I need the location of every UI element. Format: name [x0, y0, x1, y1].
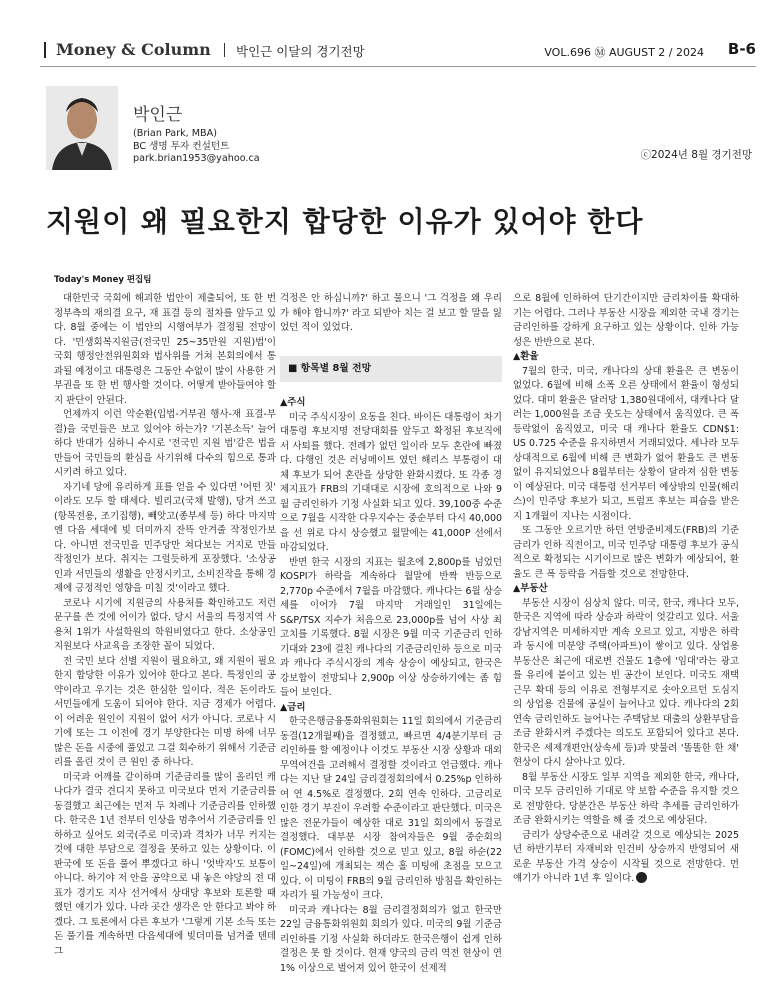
section-box-heading: ■ 항목별 8월 전망: [280, 356, 502, 383]
header-bar: [44, 42, 46, 58]
paragraph: 걱정은 안 하십니까?' 하고 물으니 '그 걱정을 왜 우리가 해야 합니까?' 라고 되받아 치는 걸 보고 할 말을 잃었던 적이 있었다.: [280, 293, 502, 333]
author-title: BC 생명 투자 컨설턴트: [133, 140, 230, 152]
subheading-stock: ▲주식: [280, 397, 306, 408]
article-column-1: [54, 292, 276, 992]
subheading-rate: ▲금리: [280, 701, 306, 713]
paragraph: 반면 한국 시장의 지표는 월초에 2,800p를 넘었던 KOSPI가 하락을 계속하다 월말에 반짝 반등으로 2,770p 수준에서 7월을 마감했다. 캐나다는 6월 상승세를 이어가 7월 마지막 거래일인 31일에는 S&P/TSX 지수가 처음으로 23,000p를 넘어 사상 최고치를 기록했다. 8월 시장은 9월 미국 기준금리 인하기대와 23에 걸친 캐나다의 기준금리인하 등으로 미국과 캐나다 주식시장의 계속 상승이 예상되고, 한국은 강보합이 전망되나 2,900p 이상 상승하기에는 좀 힘들어 보인다.: [280, 556, 502, 698]
end-mark-icon: [636, 872, 647, 883]
paragraph: 부동산 시장이 심상치 않다. 미국, 한국, 캐나다 모두, 한국은 지역에 따라 상승과 하락이 엇갈리고 있다. 서울 강남지역은 미세하지만 계속 오르고 있고, 지방은 하락과 동시에 미분양 주택(아파트)이 쌓이고 있다. 상업용 부동산은 최근에 대로변 건물도 1층에 '임대'라는 광고를 유리에 붙이고 있는 빈 공간이 보인다. 미국도 재택근무 확대 등의 이유로 전형부지로 솟아오르던 도심지의 상업용 건물에 공실이 늘어나고 있다. 캐나다의 2회연속 금리인하도 늘어나는 주택담보 대출의 상환부담을 조금 완화시켜 주겠다는 의도도 포함되어 있다고 본다. 한국은 세제개편안(상속세 등)과 맞물려 '똘똘한 한 채' 현상이 다시 살아나고 있다.: [513, 597, 739, 768]
paragraph: 전 국민 보다 선별 지원이 필요하고, 왜 지원이 필요한지 합당한 이유가 있어야 한다고 본다. 특정인의 공약이라고 우기는 것은 한심한 일이다. 적은 돈이라도 서민들에게 도움이 되어야 한다. 지금 경제가 어렵다. 이 어려운 원인이 지원이 없어 서가 아니다. 코로나 시기에 또는 그 이전에 경기 부양한다는 미명 하에 너무 많은 돈을 시중에 풀었고 그걸 회수하기 위해서 기준금리를 올린 것이 큰 원인 중 하나다.: [54, 655, 276, 768]
page-number: B-6: [727, 40, 756, 58]
header-rule: [40, 66, 756, 67]
author-photo: [46, 86, 118, 170]
issue-info: VOL.696 Ⓜ AUGUST 2 / 2024: [544, 46, 704, 59]
page-header: [40, 38, 756, 64]
paragraph: 대한민국 국회에 해괴한 법안이 제출되어, 또 한 번 정부측의 재의결 요구, 재 표결 등의 절차를 앞두고 있다. 8월 중에는 이 법안의 시행여부가 결정될 전망이다. '민생회복지원금(전국민 25~35만원 지원)법'이 국회 행정안전위원회와 법사위를 거쳐 본회의에서 통과될 예정이고 대통령은 그동안 수없이 많이 사용한 거부권을 또 한 번 행사할 것이다. 어떻게 받아들여야 할 지 판단이 안된다.: [54, 293, 276, 406]
paragraph: 미국과 캐나다는 8월 금리결정회의가 없고 한국만 22일 금융통화위원회 회의가 있다. 미국의 9월 기준금리인하를 기정 사실화 하더라도 한국은행이 쉽게 인하 결정은 못 할 것이다. 현재 양국의 금리 역전 현상이 연 1% 이상으로 벌어져 있어 한국이 선제적: [280, 904, 502, 974]
paragraph: 으로 8월에 인하하여 단기간이지만 금리차이를 확대하기는 어렵다. 그러나 부동산 시장을 제외한 국내 경기는 금리인하를 강하게 요구하고 있는 상황이다. 인하 가능성은 반반으로 본다.: [513, 293, 739, 348]
header-divider: [224, 43, 225, 57]
copyright: ⓒ2024년 8월 경기전망: [640, 149, 752, 161]
author-info: [133, 128, 260, 166]
paragraph: 한국은행금융통화위원회는 11일 회의에서 기준금리 동결(12개월째)을 결정했고, 빠르면 4/4분기부터 금리인하를 할 예정이나 이것도 부동산 시장 상황과 대외 무역여건을 고려해서 결정할 것이라고 언급했다. 캐나다는 지난 달 24일 금리결정회의에서 0.25%p 인하하여 연 4.5%로 결정했다. 2회 연속 인하다. 고금리로 인한 경기 부진이 우려할 수준이라고 판단했다. 미국은 많은 전문가들이 예상한 대로 31일 회의에서 동결로 결정했다. 대부분 시장 참여자들은 9월 중순회의(FOMC)에서 인하할 것으로 믿고 있고, 8월 하순(22일~24일)에 개최되는 잭슨 홀 미팅에 초점을 모으고 있다. 이 미팅이 FRB의 9월 금리인하 방침을 확인하는 자리가 될 가능성이 크다.: [280, 716, 502, 901]
paragraph-text: 금리가 상당수준으로 내려갈 것으로 예상되는 2025년 하반기부터 자재비와 인건비 상승까지 반영되어 새로운 부동산 가격 상승이 시작될 것으로 전망한다. 먼 얘기가 아니라 1년 후 일이다.: [513, 829, 739, 884]
paragraph-last: [513, 829, 739, 887]
article-column-2: [280, 292, 502, 992]
paragraph: 언제까지 이런 악순환(입법-거부권 행사-재 표결-부결)을 국민들은 보고 있어야 하는가? '기본소득' 늘어하다 반대가 심하니 수시로 '전국민 지원 법'같은 법을 만들어 국민들의 환심을 사기위해 다수의 힘으로 통과시키려 하고 있다.: [54, 409, 276, 478]
paragraph: 7월의 한국, 미국, 캐나다의 상대 환율은 큰 변동이 없었다. 6월에 비해 소폭 오른 상태에서 환율이 형성되었다. 대미 환율은 달러당 1,380원대에서, 대캐나다 달러는 1,000원을 조금 웃도는 상태에서 움직였다. 큰 폭 등락없이 움직였고, 미국 대 캐나다 환율도 CDN$1: US 0.725 수준을 유지하면서 거래되었다. 세나라 모두 상대적으로 6월에 비해 큰 변화가 없어 환율도 큰 변동 없이 유지되었으나 8월부터는 상황이 달라져 심한 변동이 예상된다. 미국 대통령 선거부터 예상밖의 인물(해리스)이 민주당 후보가 되고, 트럼프 후보는 피습을 받은 지 1개월이 지나는 시점이다.: [513, 365, 739, 522]
article-column-3: [513, 292, 739, 992]
headline: 지원이 왜 필요한지 합당한 이유가 있어야 한다: [46, 205, 644, 238]
paragraph: 자기네 당에 유리하게 표를 얻을 수 있다면 '어떤 짓' 이라도 모두 할 태세다. 빌리고(국채 발행), 당겨 쓰고(항목전용, 조기집행), 빼앗고(종부세 등) 하다 마지막엔 다음 세대에 빚 더미까지 잔뜩 안겨줄 작정인가보다. 아니면 전국민을 민주당만 쳐다보는 거지로 만들 작정인가 보다. 취지는 그럴듯하게 포장했다. '소상공인과 서민들의 생활을 안정시키고, 소비진작을 통해 경제에 긍정적인 영향을 미칠 것'이라고 했다.: [54, 481, 276, 594]
paragraph: 8월 부동산 시장도 일부 지역을 제외한 한국, 캐나다, 미국 모두 금리인하 기대로 약 보합 수준을 유지할 것으로 전망한다. 당분간은 부동산 하락 추세를 금리인하가 조금 완화시키는 역할을 해 줄 것으로 예상된다.: [513, 771, 739, 826]
paragraph: 코로나 시기에 지원금의 사용처를 확인하고도 저런 문구를 쓴 것에 어이가 없다. 당시 서울의 특정지역 사용처 1위가 사설학원의 학원비였다고 한다. 소상공인 지원보다 사교육을 조장한 꼴이 되었다.: [54, 597, 276, 652]
byline: Today's Money 편집팀: [54, 275, 152, 285]
subheading-fx: ▲환율: [513, 351, 539, 362]
author-english-name: (Brian Park, MBA): [133, 128, 217, 139]
column-title: 박인근 이달의 경기전망: [236, 44, 365, 59]
author-email[interactable]: park.brian1953@yahoo.ca: [133, 153, 260, 164]
subheading-real-estate: ▲부동산: [513, 583, 548, 594]
section-title: Money & Column: [56, 40, 211, 59]
author-name: 박인근: [133, 105, 183, 125]
paragraph: 또 그동안 오르기만 하던 연방준비제도(FRB)의 기준금리가 인하 직전이고, 미국 민주당 대통령 후보가 공식적으로 확정되는 시기이므로 많은 변화가 예상되어, 환율도 큰 폭 등락을 거듭할 것으로 전망한다.: [513, 525, 739, 580]
paragraph: 미국과 어깨를 같이하며 기준금리를 많이 올리던 캐나다가 결국 견디지 못하고 미국보다 먼저 기준금리를 동결했고 최근에는 먼저 두 차례나 기준금리를 인하했다. 한국은 1년 전부터 인상을 멈추어서 기준금리를 인하하고 싶어도 외국(주로 미국)과 격차가 너무 커지는 것에 대한 부담으로 결정을 못하고 있는 상황이다. 이 판국에 또 돈을 풀어 뿌겠다고 하니 '엇박자'도 보통이 아니다. 하기야 저 안을 공약으로 내 놓은 야당의 전 대표가 경기도 지사 선거에서 상대당 후보와 토론할 때 했던 얘기가 있다. 나라 곳간 생각은 안 한다고 봐야 하겠다. 그 토론에서 다른 후보가 '그렇게 기본 소득 또는 돈 풀기를 계속하면 다음세대에 빚더미를 넘겨줄 텐데 그: [54, 771, 276, 957]
paragraph: 미국 주식시장이 요동을 친다. 바이든 대통령이 차기 대통령 후보지명 전당대회를 앞두고 확정된 후보직에서 사퇴를 했다. 전례가 없던 일이라 모두 혼란에 빠졌다. 다행인 것은 러닝메이트 였던 해리스 부통령이 대체 후보가 되어 혼란을 상당한 완화시켰다. 또 각종 경제지표가 FRB의 기대대로 시장에 호의적으로 나와 9월 금리인하가 기정 사실화 되고 있다. 39,100중 수준으로 7월을 시작한 다우지수는 중순부터 다시 40,000을 선 위로 다시 상승했고 월말에는 41,000P 선에서 마감되었다.: [280, 411, 502, 553]
